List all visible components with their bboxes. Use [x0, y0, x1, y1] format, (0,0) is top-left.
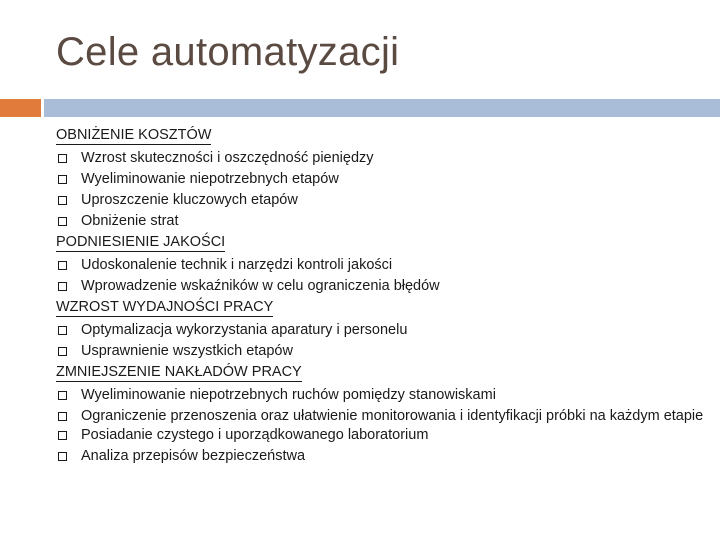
section-cost: [56, 127, 706, 229]
list-item: [56, 257, 706, 273]
square-bullet-icon: [58, 391, 67, 400]
list-item-text: Wprowadzenie wskaźników w celu ograniczenia błędów: [81, 278, 440, 294]
divider-bar: [44, 99, 720, 117]
list-item-text: Uproszczenie kluczowych etapów: [81, 192, 298, 208]
list-item: [56, 150, 706, 166]
list-item: [56, 322, 706, 338]
list-item: [56, 387, 706, 403]
list-item: [56, 408, 706, 422]
list-item: [56, 278, 706, 294]
list-item: [56, 213, 706, 229]
list-item-text: Wyeliminowanie niepotrzebnych etapów: [81, 171, 339, 187]
accent-block: [0, 99, 41, 117]
list-item: [56, 192, 706, 208]
list-item: [56, 343, 706, 359]
square-bullet-icon: [58, 412, 67, 421]
list-item-text: Wyeliminowanie niepotrzebnych ruchów pomiędzy stanowiskami: [81, 387, 496, 403]
slide-content: [56, 127, 706, 469]
list-item-text: Ograniczenie przenoszenia oraz ułatwienie monitorowania i identyfikacji próbki na każdym etapie: [81, 408, 704, 424]
square-bullet-icon: [58, 261, 67, 270]
square-bullet-icon: [58, 431, 67, 440]
square-bullet-icon: [58, 196, 67, 205]
section-heading: ZMNIEJSZENIE NAKŁADÓW PRACY: [56, 364, 302, 380]
list-item: [56, 171, 706, 187]
list-item: [56, 427, 706, 443]
list-item-text: Wzrost skuteczności i oszczędność pieniędzy: [81, 150, 374, 166]
square-bullet-icon: [58, 217, 67, 226]
list-item-text: Udoskonalenie technik i narzędzi kontroli jakości: [81, 257, 393, 273]
square-bullet-icon: [58, 452, 67, 461]
square-bullet-icon: [58, 347, 67, 356]
list-item-text: Obniżenie strat: [81, 213, 179, 229]
list-item-text: Posiadanie czystego i uporządkowanego laboratorium: [81, 427, 429, 443]
square-bullet-icon: [58, 282, 67, 291]
section-heading: PODNIESIENIE JAKOŚCI: [56, 234, 226, 250]
square-bullet-icon: [58, 154, 67, 163]
list-item-text: Analiza przepisów bezpieczeństwa: [81, 448, 306, 464]
section-efficiency: [56, 299, 706, 359]
section-heading: WZROST WYDAJNOŚCI PRACY: [56, 299, 274, 315]
list-item: [56, 448, 706, 464]
slide-title: Cele automatyzacji: [56, 30, 400, 74]
square-bullet-icon: [58, 175, 67, 184]
square-bullet-icon: [58, 326, 67, 335]
list-item-text: Usprawnienie wszystkich etapów: [81, 343, 293, 359]
title-divider: [0, 99, 720, 117]
section-workload: [56, 364, 706, 464]
list-item-text: Optymalizacja wykorzystania aparatury i personelu: [81, 322, 408, 338]
section-quality: [56, 234, 706, 294]
section-heading: OBNIŻENIE KOSZTÓW: [56, 127, 212, 143]
